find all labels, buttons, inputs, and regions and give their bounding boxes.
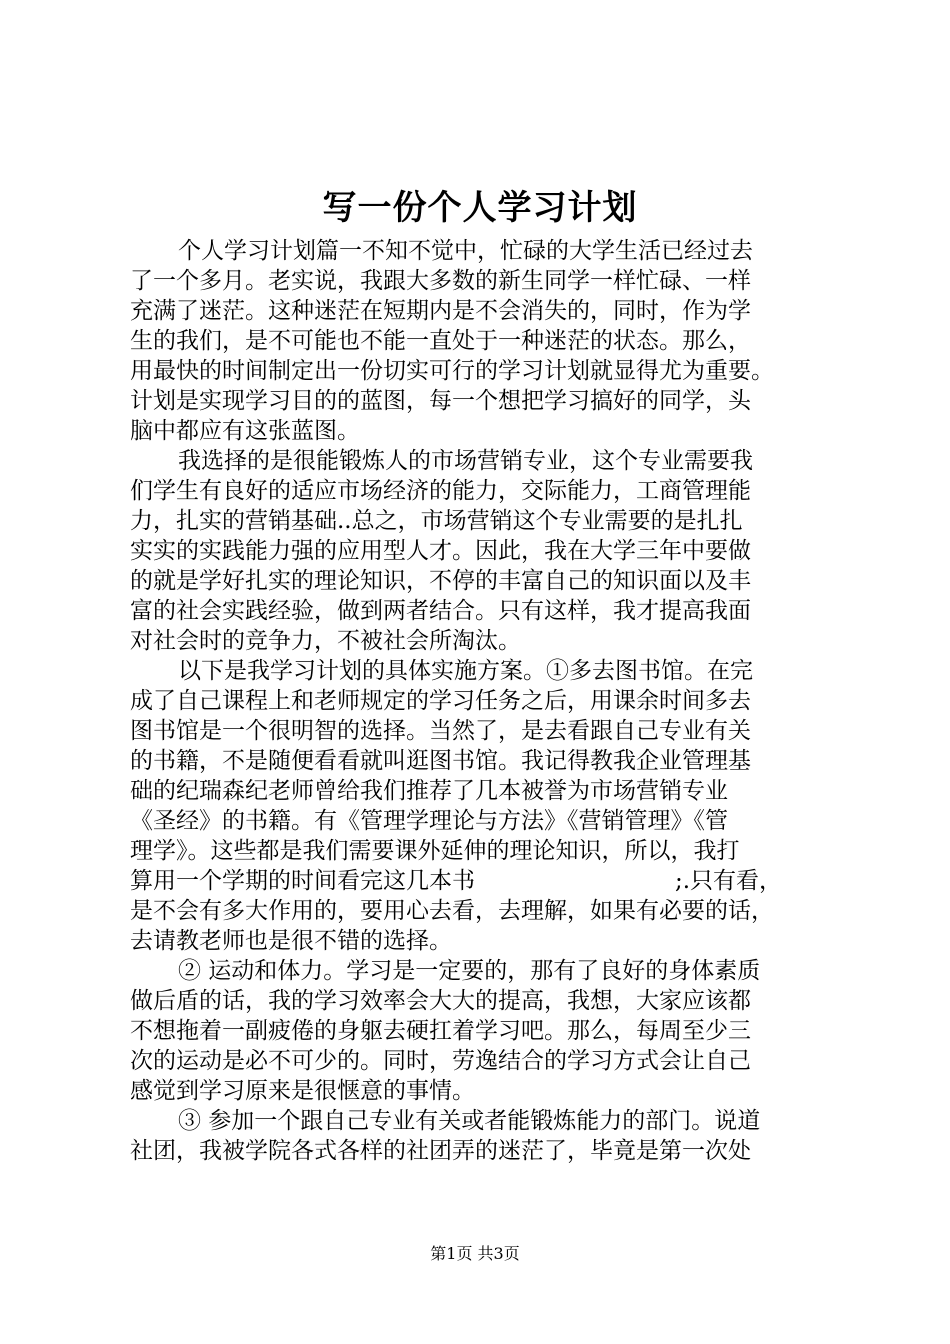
document-title: 写一份个人学习计划 xyxy=(322,188,638,228)
paragraph-line: 了一个多月。老实说，我跟大多数的新生同学一样忙碌、一样 xyxy=(130,268,751,294)
paragraph-line: 做后盾的话，我的学习效率会大大的提高，我想，大家应该都 xyxy=(130,988,751,1014)
paragraph-line: 对社会时的竞争力，不被社会所淘汰。 xyxy=(130,628,521,654)
page-footer: 第1页 共3页 xyxy=(430,1244,520,1263)
line-segment: 算用一个学期的时间看完这几本书 xyxy=(130,868,475,894)
paragraph-line: 力，扎实的营销基础..总之，市场营销这个专业需要的是扎扎 xyxy=(130,508,743,534)
paragraph-line: 础的纪瑞森纪老师曾给我们推荐了几本被誉为市场营销专业 xyxy=(130,778,728,804)
paragraph-line: 社团，我被学院各式各样的社团弄的迷茫了，毕竟是第一次处 xyxy=(130,1138,751,1164)
paragraph-line: 《圣经》的书籍。有《管理学理论与方法》《营销管理》《管 xyxy=(130,808,728,834)
paragraph-line: 充满了迷茫。这种迷茫在短期内是不会消失的，同时，作为学 xyxy=(130,298,751,324)
paragraph-line: 是不会有多大作用的，要用心去看，去理解，如果有必要的话， xyxy=(130,898,774,924)
paragraph-line: 个人学习计划篇一不知不觉中，忙碌的大学生活已经过去 xyxy=(178,238,753,264)
paragraph-line: 的书籍，不是随便看看就叫逛图书馆。我记得教我企业管理基 xyxy=(130,748,751,774)
paragraph-line: 理学》。这些都是我们需要课外延伸的理论知识，所以，我打 xyxy=(130,838,740,864)
paragraph-line: 富的社会实践经验，做到两者结合。只有这样，我才提高我面 xyxy=(130,598,751,624)
document-body xyxy=(130,236,830,1166)
paragraph-line: 生的我们，是不可能也不能一直处于一种迷茫的状态。那么， xyxy=(130,328,751,354)
line-segment: ;.只有看， xyxy=(675,868,783,894)
paragraph-line: 的就是学好扎实的理论知识，不停的丰富自己的知识面以及丰 xyxy=(130,568,751,594)
paragraph-line: 次的运动是必不可少的。同时，劳逸结合的学习方式会让自己 xyxy=(130,1048,751,1074)
paragraph-line: 计划是实现学习目的的蓝图，每一个想把学习搞好的同学，头 xyxy=(130,388,751,414)
paragraph-line: 们学生有良好的适应市场经济的能力，交际能力，工商管理能 xyxy=(130,478,751,504)
paragraph-line: ③ 参加一个跟自己专业有关或者能锻炼能力的部门。说道 xyxy=(178,1108,761,1134)
paragraph-line: ② 运动和体力。学习是一定要的，那有了良好的身体素质 xyxy=(178,958,761,984)
paragraph-line: 不想拖着一副疲倦的身躯去硬扛着学习吧。那么，每周至少三 xyxy=(130,1018,751,1044)
paragraph-line: 用最快的时间制定出一份切实可行的学习计划就显得尤为重要。 xyxy=(130,358,774,384)
paragraph-line: 感觉到学习原来是很惬意的事情。 xyxy=(130,1078,475,1104)
paragraph-line: 以下是我学习计划的具体实施方案。①多去图书馆。在完 xyxy=(178,658,753,684)
paragraph-line: 去请教老师也是很不错的选择。 xyxy=(130,928,452,954)
paragraph-line: 我选择的是很能锻炼人的市场营销专业，这个专业需要我 xyxy=(178,448,753,474)
paragraph-line xyxy=(130,866,830,896)
paragraph-line: 图书馆是一个很明智的选择。当然了，是去看跟自己专业有关 xyxy=(130,718,751,744)
paragraph-line: 成了自己课程上和老师规定的学习任务之后，用课余时间多去 xyxy=(130,688,751,714)
paragraph-line: 脑中都应有这张蓝图。 xyxy=(130,418,360,444)
paragraph-line: 实实的实践能力强的应用型人才。因此，我在大学三年中要做 xyxy=(130,538,751,564)
